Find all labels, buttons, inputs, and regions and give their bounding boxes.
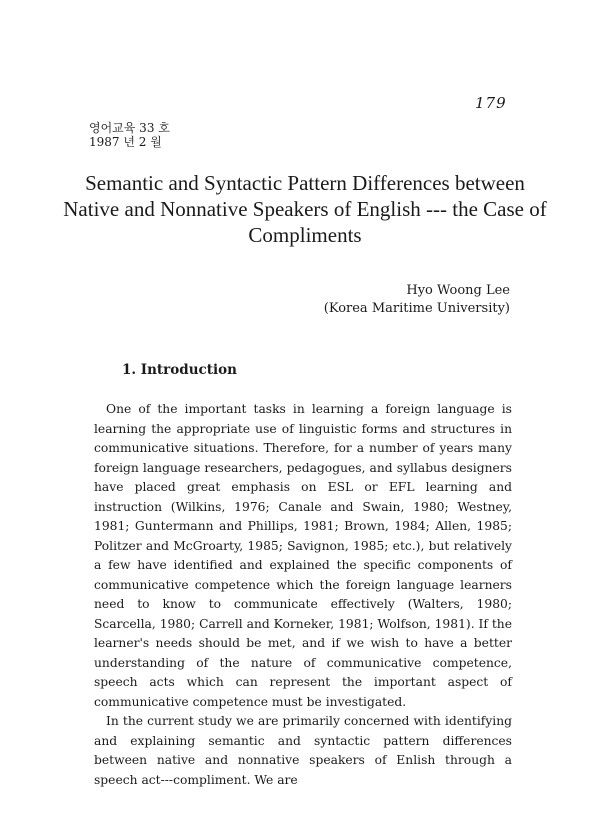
page-number: 179	[475, 94, 507, 112]
author-block	[324, 282, 510, 318]
paragraph: In the current study we are primarily concerned with identifying and explaining semantic and syntactic pattern differences between native and nonnative speakers of Enlish through a speech act---compliment. We are	[94, 714, 512, 787]
journal-date: 1987 년 2 월	[89, 135, 162, 149]
paper-title: Semantic and Syntactic Pattern Differences between Native and Nonnative Speakers of English --- the Case of Compliments	[63, 171, 547, 247]
journal-volume: 영어교육 33 호	[89, 121, 170, 135]
journal-info	[89, 121, 170, 149]
body-text	[94, 400, 512, 790]
author-name: Hyo Woong Lee	[406, 283, 510, 298]
author-affiliation: (Korea Maritime University)	[323, 301, 510, 316]
section-heading: 1. Introduction	[122, 362, 237, 378]
paragraph: One of the important tasks in learning a foreign language is learning the appropriate use of linguistic forms and structures in communicative situations. Therefore, for a number of years many foreign language researchers, pedagogues, and syllabus designers have placed great emphasis on ESL or EFL learning and instruction (Wilkins, 1976; Canale and Swain, 1980; Westney, 1981; Guntermann and Phillips, 1981; Brown, 1984; Allen, 1985; Politzer and McGroarty, 1985; Savignon, 1985; etc.), but relatively a few have identified and explained the specific components of communicative competence which the foreign language learners need to know to communicate effectively (Walters, 1980; Scarcella, 1980; Carrell and Korneker, 1981; Wolfson, 1981). If the learner's needs should be met, and if we wish to have a better understanding of the nature of communicative competence, speech acts which can represent the important aspect of communicative competence must be investigated.	[94, 402, 512, 709]
